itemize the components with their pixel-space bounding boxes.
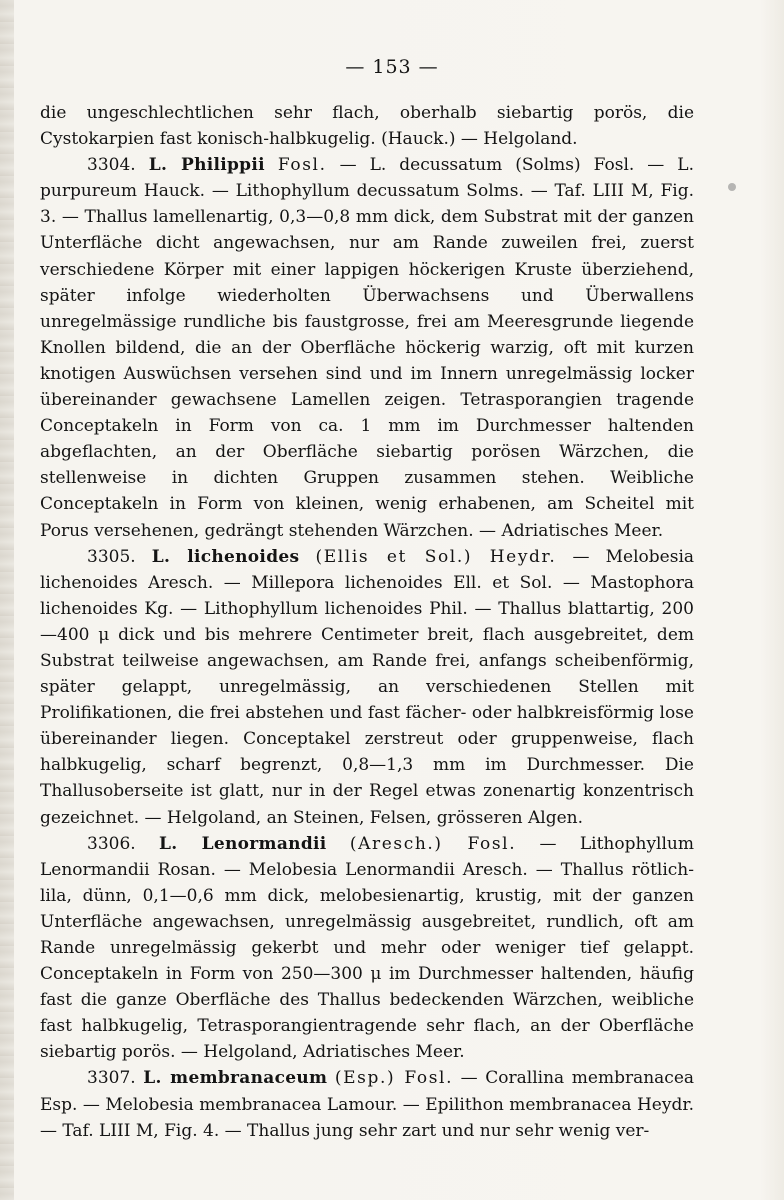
entry-description: — Corallina membranacea Esp. — Melobesia membranacea Lamour. — Epilithon membranacea Heydr. — Taf. LIII M, Fig. 4. — Thallus jung sehr zart und nur sehr wenig ver- [40,1068,695,1141]
page-binding-edge [0,0,14,1200]
species-authority: (Aresch.) Fosl. [349,833,517,854]
entry-description: — L. decussatum (Solms) Fosl. — L. purpureum Hauck. — Lithophyllum decussatum Solms. — Taf. LIII M, Fig. 3. — Thallus lamellenartig, 0,3—0,8 mm dick, dem Substrat mit der ganzen Unterfläche dicht angewachsen, nur am Rande zuweilen frei, zuerst verschiedene Körper mit einer lappigen höckerigen Kruste überziehend, später infolge wiederholten Überwachsens und Überwallens unregelmässige rundliche bis faustgrosse, frei am Meeresgrunde liegende Knollen bildend, die an der Oberfläche höckerig warzig, oft mit kurzen knotigen Auswüchsen versehen sind und im Innern unregelmässig locker übereinander gewachsene Lamellen zeigen. Tetrasporangien tragende Conceptakeln in Form von ca. 1 mm im Durchmesser haltenden abgeflachten, an der Oberfläche siebartig porösen Wärzchen, die stellenweise in dichten Gruppen zusammen stehen. Weibliche Conceptakeln in Form von kleinen, wenig erhabenen, am Scheitel mit Porus versehenen, gedrängt stehenden Wärzchen. — Adriatisches Meer. [40,155,695,541]
entry-number: 3304. [87,155,136,176]
species-name: L. Philippii [148,155,265,176]
entry-3306 [40,831,694,1066]
ink-speck [728,183,736,191]
entry-number: 3307. [87,1068,136,1089]
species-name: L. membranaceum [143,1068,328,1089]
entry-3307 [40,1065,694,1143]
body-text [40,100,694,1144]
entry-3304 [40,152,694,543]
entry-number: 3306. [87,833,136,854]
species-authority: (Esp.) Fosl. [334,1068,454,1089]
entry-number: 3305. [87,546,136,567]
intro-paragraph: die ungeschlechtlichen sehr flach, oberhalb siebartig porös, die Cystokarpien fast konisch-halbkugelig. (Hauck.) — Helgoland. [40,103,694,150]
species-name: L. Lenormandii [159,833,327,854]
entry-3305 [40,544,694,831]
page-number: — 153 — [345,56,439,78]
species-name: L. lichenoides [151,546,300,567]
entry-description: — Lithophyllum Lenormandii Rosan. — Melobesia Lenormandii Aresch. — Thallus rötlich-lila, dünn, 0,1—0,6 mm dick, melobesienartig, krustig, mit der ganzen Unterfläche angewachsen, unregelmässig ausgebreitet, rundlich, oft am Rande unregelmässig gekerbt und mehr oder weniger tief gelappt. Conceptakeln in Form von 250—300 μ im Durchmesser haltenden, häufig fast die ganze Oberfläche des Thallus bedeckenden Wärzchen, weibliche fast halbkugelig, Tetrasporangientragende sehr flach, an der Oberfläche siebartig porös. — Helgoland, Adriatisches Meer. [40,833,694,1063]
entry-description: — Melobesia lichenoides Aresch. — Millepora lichenoides Ell. et Sol. — Mastophora lichenoides Kg. — Lithophyllum lichenoides Phil. — Thallus blattartig, 200—400 μ dick und bis mehrere Centimeter breit, flach ausgebreitet, dem Substrat teilweise angewachsen, am Rande frei, anfangs scheibenförmig, später gelappt, unregelmässig, an verschiedenen Stellen mit Prolifikationen, die frei abstehen und fast fächer- oder halbkreisförmig lose übereinander liegen. Conceptakel zerstreut oder gruppenweise, flach halbkugelig, scharf begrenzt, 0,8—1,3 mm im Durchmesser. Die Thallusoberseite ist glatt, nur in der Regel etwas zonenartig konzentrisch gezeichnet. — Helgoland, an Steinen, Felsen, grösseren Algen. [40,546,695,828]
species-authority: Fosl. [277,155,327,176]
species-authority: (Ellis et Sol.) Heydr. [315,546,557,567]
